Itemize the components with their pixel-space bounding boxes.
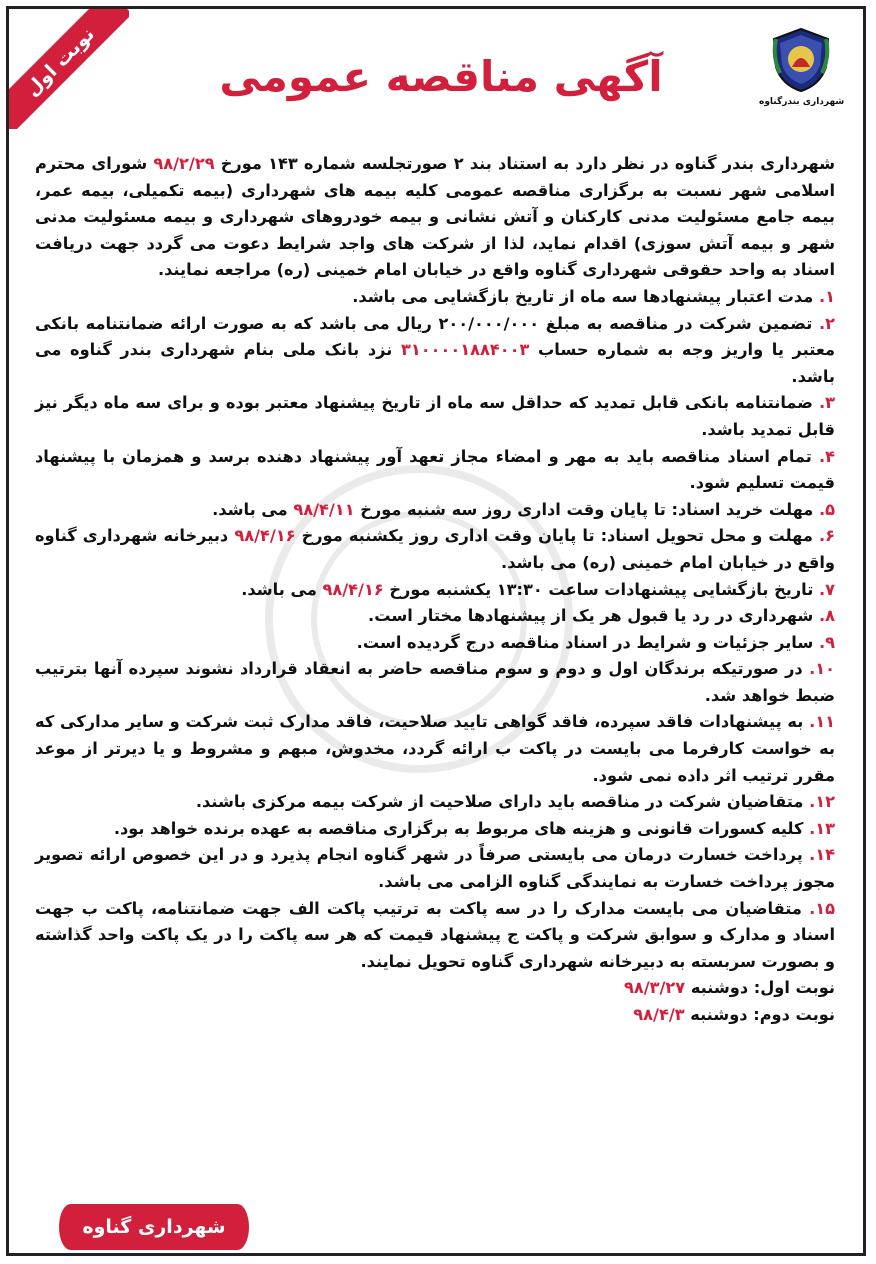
intro-date: ۹۸/۲/۲۹ xyxy=(153,154,215,173)
list-item: ۷. تاریخ بازگشایی پیشنهادات ساعت ۱۳:۳۰ یکشنبه مورخ ۹۸/۴/۱۶ می باشد. xyxy=(241,579,835,599)
list-item: ۳. ضمانتنامه بانکی قابل تمدید که حداقل سه ماه از تاریخ پیشنهاد معتبر بوده و برای سه ماه دیگر نیز قابل تمدید باشد. xyxy=(35,393,835,439)
list-item: ۲. تضمین شرکت در مناقصه به مبلغ ۲۰۰/۰۰۰/۰۰۰ ریال می باشد که به صورت ارائه ضمانتنامه بانکی معتبر یا واریز وجه به شماره حساب ۳۱۰۰۰۰۱۸۸۴۰۰۳ نزد بانک ملی بنام شهرداری بندر گناوه می باشد. xyxy=(35,313,835,386)
notice-body xyxy=(35,151,835,1029)
footer-badge: شهرداری گناوه xyxy=(59,1204,249,1250)
notice-frame xyxy=(6,6,866,1256)
list-item: ۱۵. متقاضیان می بایست مدارک را در سه پاکت به ترتیب پاکت الف جهت ضمانتنامه، پاکت ب جهت اسناد و مدارک و سوابق شرکت و پاکت ج پیشنهاد قیمت که هر سه پاکت را در یک پاکت واحد گذاشته و بصورت سربسته به دبیرخانه شهرداری گناوه تحویل نمایند. xyxy=(35,898,836,971)
municipality-logo xyxy=(759,27,843,125)
schedule-first: نوبت اول: دوشنبه ۹۸/۳/۲۷ xyxy=(623,978,835,998)
municipality-emblem-icon xyxy=(770,27,832,93)
corner-tag: نوبت اول xyxy=(9,9,129,129)
list-item: ۱۰. در صورتیکه برندگان اول و دوم و سوم مناقصه حاضر به انعقاد قرارداد نشوند سپرده آنها بترتیب ضبط خواهد شد. xyxy=(35,659,835,705)
corner-ribbon xyxy=(9,9,129,129)
intro-paragraph: شهرداری بندر گناوه در نظر دارد به استناد بند ۲ صورتجلسه شماره ۱۴۳ مورخ ۹۸/۲/۲۹ شورای محترم اسلامی شهر نسبت به برگزاری مناقصه عمومی کلیه بیمه های شهرداری (بیمه تکمیلی، بیمه عمر، بیمه جامع مسئولیت مدنی کارکنان و آتش نشانی و بیمه خودروهای شهرداری و بیمه مسئولیت مدنی شهر و بیمه آتش سوزی) اقدام نماید، لذا از شرکت های واجد شرایط دعوت می گردد جهت دریافت اسناد به واحد حقوقی شهرداری گناوه واقع در خیابان امام خمینی (ره) مراجعه نمایند. xyxy=(35,154,835,280)
list-item: ۶. مهلت و محل تحویل اسناد: تا پایان وقت اداری روز یکشنبه مورخ ۹۸/۴/۱۶ دبیرخانه شهرداری گناوه واقع در خیابان امام خمینی (ره) می باشد. xyxy=(35,526,835,572)
list-item: ۸. شهرداری در رد یا قبول هر یک از پیشنهادها مختار است. xyxy=(368,606,835,626)
list-item: ۱۲. متقاضیان شرکت در مناقصه باید دارای صلاحیت از شرکت بیمه مرکزی باشند. xyxy=(195,792,835,812)
list-item: ۱۱. به پیشنهادات فاقد سپرده، فاقد گواهی تایید صلاحیت، فاقد مدارک ثبت شرکت و سایر مدارکی که به خواست کارفرما می بایست در پاکت ب ارائه گردد، مخدوش، مبهم و مشروط و یا دیرتر از موعد مقرر ترتیب اثر داده نمی شود. xyxy=(35,712,835,785)
notice-title: آگهی مناقصه عمومی xyxy=(219,52,663,101)
list-item: ۵. مهلت خرید اسناد: تا پایان وقت اداری روز سه شنبه مورخ ۹۸/۴/۱۱ می باشد. xyxy=(212,499,835,519)
list-item: ۱۴. پرداخت خسارت درمان می بایستی صرفاً در شهر گناوه انجام پذیرد و در این خصوص ارائه تصویر مجوز پرداخت خسارت به نمایندگی گناوه الزامی می باشد. xyxy=(35,845,835,892)
schedule-second: نوبت دوم: دوشنبه ۹۸/۴/۳ xyxy=(633,1005,835,1024)
list-item: ۱۳. کلیه کسورات قانونی و هزینه های مربوط به برگزاری مناقصه به عهده برنده خواهد بود. xyxy=(113,818,835,838)
logo-caption: شهرداری بندرگناوه xyxy=(759,97,845,107)
list-item: ۹. سایر جزئیات و شرایط در اسناد مناقصه درج گردیده است. xyxy=(356,632,835,652)
list-item: ۴. تمام اسناد مناقصه باید به مهر و امضاء مجاز تعهد آور پیشنهاد دهنده برسد و همزمان با پیشنهاد قیمت تسلیم شود. xyxy=(35,446,835,493)
list-item: ۱. مدت اعتبار پیشنهادها سه ماه از تاریخ بازگشایی می باشد. xyxy=(352,286,835,306)
